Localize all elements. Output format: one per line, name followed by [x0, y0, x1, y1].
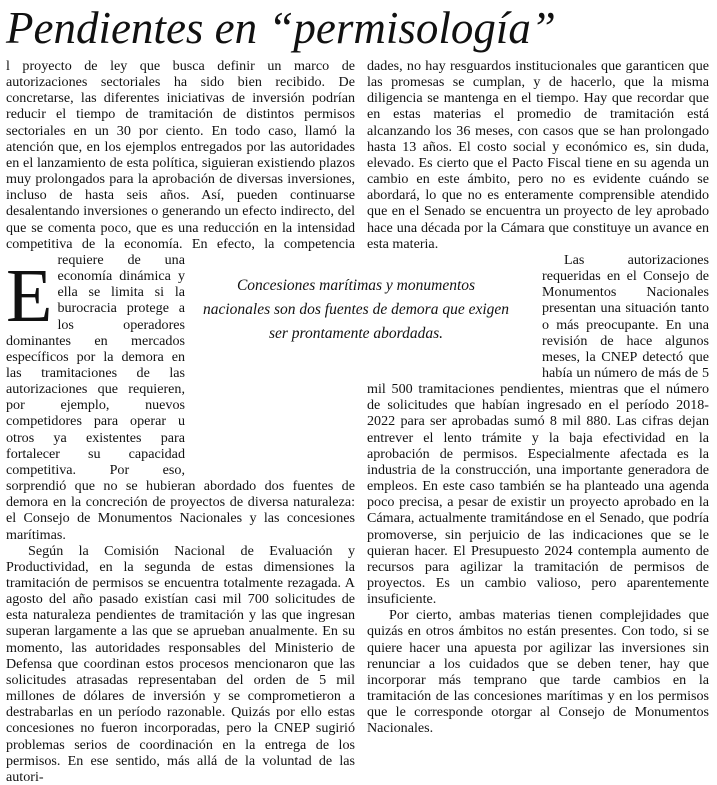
paragraph: Las autorizaciones requeridas en el Consejo de Monumentos Nacionales presentan una situación tanto o más preocupante. En una revisión de hace algunos meses, la CNEP detectó que había un número de más de 5 mil 500 tramitaciones pendientes, mientras que el número de solicitudes que habían ingresado en el período 2018-2022 para ser aprobadas sumó 8 mil 880. Las cifras dejan entrever el lento trámite y la baja efectividad en la aprobación de permisos. Especialmente afectada es la industria de la construcción, una importante generadora de empleos. En este caso también se ha planteado una agenda poco precisa, a pesar de existir un proyecto aprobado en la Cámara, actualmente tramitándose en el Senado, que podría promoverse, sin perjuicio de las indicaciones que se le quieran hacer. El Presupuesto 2024 contempla aumento de recursos para agilizar la tramitación de permisos de proyectos. Es un cambio valioso, pero aparentemente insuficiente. [367, 251, 709, 608]
paragraph: Según la Comisión Nacional de Evaluación y Productividad, en la segunda de estas dimensiones la tramitación de permisos se encuentra totalmente rezagada. A agosto del año pasado existían casi mil 700 solicitudes de esta naturaleza pendientes de tramitación y las que ingresan superan largamente a las que se aprueban anualmente. En su momento, las autoridades responsables del Ministerio de Defensa que coordinan estos procesos mencionaron que las solicitudes atrasadas representaban del orden de 5 mil millones de dólares de inversión y se comprometieron a destrabarlas en un período razonable. Quizás por ello estas concesiones no fueron incorporadas, pero la CNEP sugirió problemas serios de coordinación en la entrega de los permisos. En ese sentido, más allá de la voluntad de las autori- [6, 542, 355, 785]
paragraph-text: l proyecto de ley que busca definir un marco de autorizaciones sectoriales ha sido bien recibido. De concretarse, las diferentes iniciativas de inversión podrían reducir el tiempo de tramitación de distintos permisos sectoriales en un 30 por ciento. En todo caso, llamó la atención que, en los ejemplos entregados por las autoridades en el lanzamiento de esta política, siguieran existiendo plazos muy prolongados para la aprobación de diversas inversiones, incluso de hasta seis años. Así, pueden continuarse desalentando inversiones o generando un efecto indirecto, del que se comenta poco, que es una reducción en la intensidad competitiva de la economía. En efecto, la competencia requiere de una economía dinámica y ella se limita si la burocracia protege a los operadores dominantes en mercados específicos por la demora en las tramitaciones de las autorizaciones que requieren, por ejemplo, nuevos competidores para operar u otros ya existentes para fortalecer su capacidad competitiva. Por eso, sorprendió que no se hubieran abordado dos fuentes de demora en la concreción de proyectos de diversa naturaleza: el Consejo de Monumentos Nacionales y las concesiones marítimas. [6, 58, 355, 543]
paragraph: Por cierto, ambas materias tienen complejidades que quizás en otros ámbitos no están presentes. Con todo, si se quiere hacer una apuesta por agilizar las inversiones sin renunciar a los cuidados que se deben tener, hay que incorporar más temprano que tarde cambios en la tramitación de las concesiones marítimas y en los permisos que le corresponde otorgar al Consejo de Monumentos Nacionales. [367, 607, 709, 737]
pull-quote-text: Concesiones marítimas y monumentos nacionales son dos fuentes de demora que exigen ser prontamente abordadas. [202, 277, 510, 342]
paragraph: dades, no hay resguardos institucionales que garanticen que las promesas se cumplan, y de hacerlo, que la misma diligencia se mantenga en el tiempo. Hay que recordar que en estas materias el promedio de tramitación está alcanzando los 36 meses, con casos que se han prolongado hasta 13 años. El costo social y económico es, sin duda, elevado. Es cierto que el Pacto Fiscal tiene en su agenda un cambio en este ámbito, pero no es evidente cuándo se abordará, lo que no es enteramente comprensible atendido que en el Senado se encuentra un proyecto de ley aprobado hace una década por la Cámara que constituye un avance en esta materia. [367, 58, 709, 252]
drop-cap: E [6, 254, 53, 338]
pull-quote [188, 260, 524, 360]
headline: Pendientes en “permisología” [6, 3, 556, 53]
